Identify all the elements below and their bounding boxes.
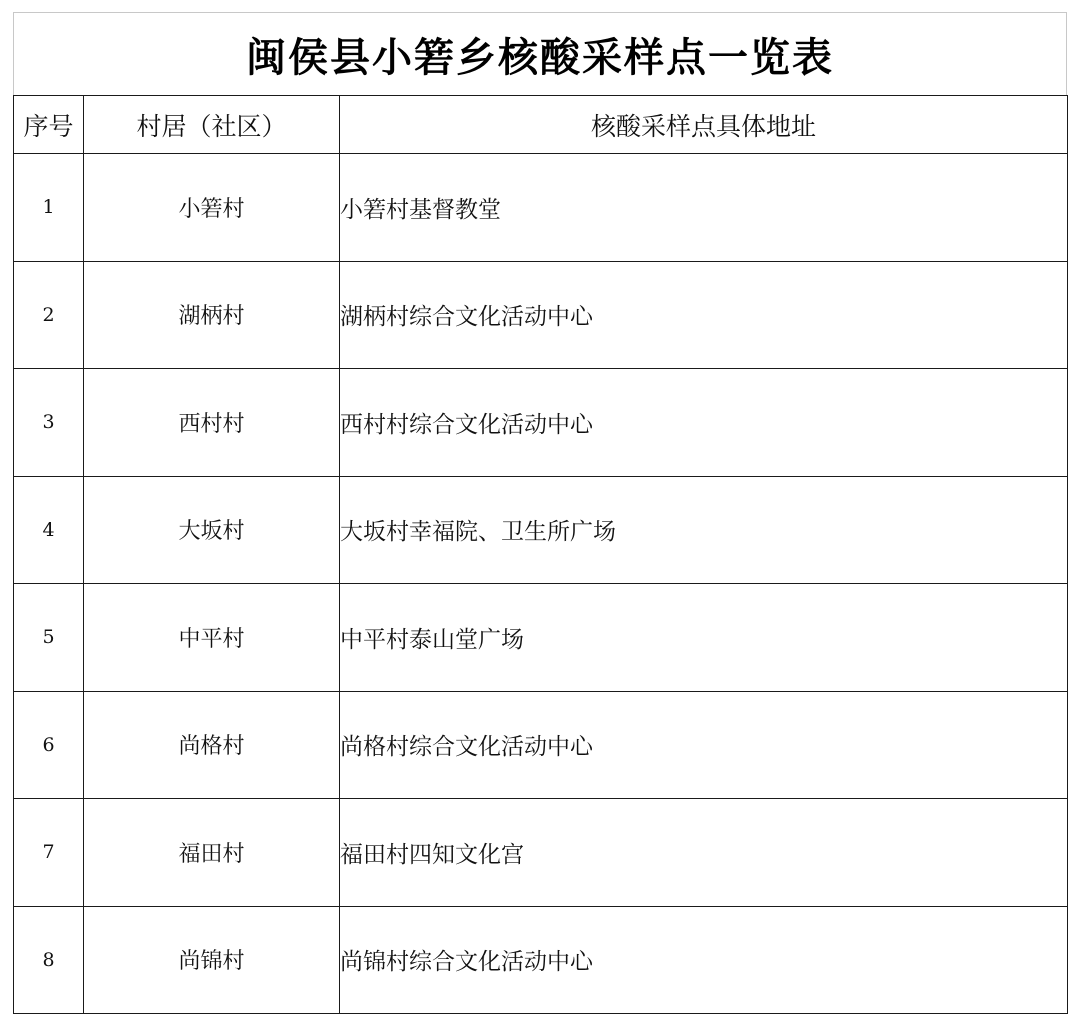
row-address: 尚格村综合文化活动中心 bbox=[340, 691, 1068, 799]
row-index: 7 bbox=[14, 799, 84, 907]
row-index: 1 bbox=[14, 154, 84, 262]
row-village: 大坂村 bbox=[84, 476, 340, 584]
table-header-row bbox=[14, 96, 1068, 154]
row-index: 8 bbox=[14, 906, 84, 1014]
row-address: 大坂村幸福院、卫生所广场 bbox=[340, 476, 1068, 584]
row-village: 尚格村 bbox=[84, 691, 340, 799]
spreadsheet bbox=[13, 12, 1067, 1012]
header-index: 序号 bbox=[14, 96, 84, 154]
row-village: 西村村 bbox=[84, 369, 340, 477]
table-row bbox=[14, 906, 1068, 1014]
row-index: 4 bbox=[14, 476, 84, 584]
page-title: 闽侯县小箬乡核酸采样点一览表 bbox=[246, 34, 834, 81]
row-village: 小箬村 bbox=[84, 154, 340, 262]
row-index: 6 bbox=[14, 691, 84, 799]
table-row bbox=[14, 154, 1068, 262]
row-address: 西村村综合文化活动中心 bbox=[340, 369, 1068, 477]
header-address: 核酸采样点具体地址 bbox=[340, 96, 1068, 154]
row-village: 中平村 bbox=[84, 584, 340, 692]
row-address: 尚锦村综合文化活动中心 bbox=[340, 906, 1068, 1014]
sampling-sites-table bbox=[13, 95, 1068, 1014]
row-address: 中平村泰山堂广场 bbox=[340, 584, 1068, 692]
row-village: 尚锦村 bbox=[84, 906, 340, 1014]
table-row bbox=[14, 584, 1068, 692]
table-row bbox=[14, 799, 1068, 907]
table-row bbox=[14, 476, 1068, 584]
title-cell bbox=[13, 12, 1067, 95]
row-address: 福田村四知文化宫 bbox=[340, 799, 1068, 907]
table-row bbox=[14, 691, 1068, 799]
table-row bbox=[14, 369, 1068, 477]
row-address: 小箬村基督教堂 bbox=[340, 154, 1068, 262]
table-row bbox=[14, 261, 1068, 369]
row-index: 3 bbox=[14, 369, 84, 477]
row-village: 湖柄村 bbox=[84, 261, 340, 369]
row-village: 福田村 bbox=[84, 799, 340, 907]
row-index: 5 bbox=[14, 584, 84, 692]
header-village: 村居（社区） bbox=[84, 96, 340, 154]
row-index: 2 bbox=[14, 261, 84, 369]
row-address: 湖柄村综合文化活动中心 bbox=[340, 261, 1068, 369]
